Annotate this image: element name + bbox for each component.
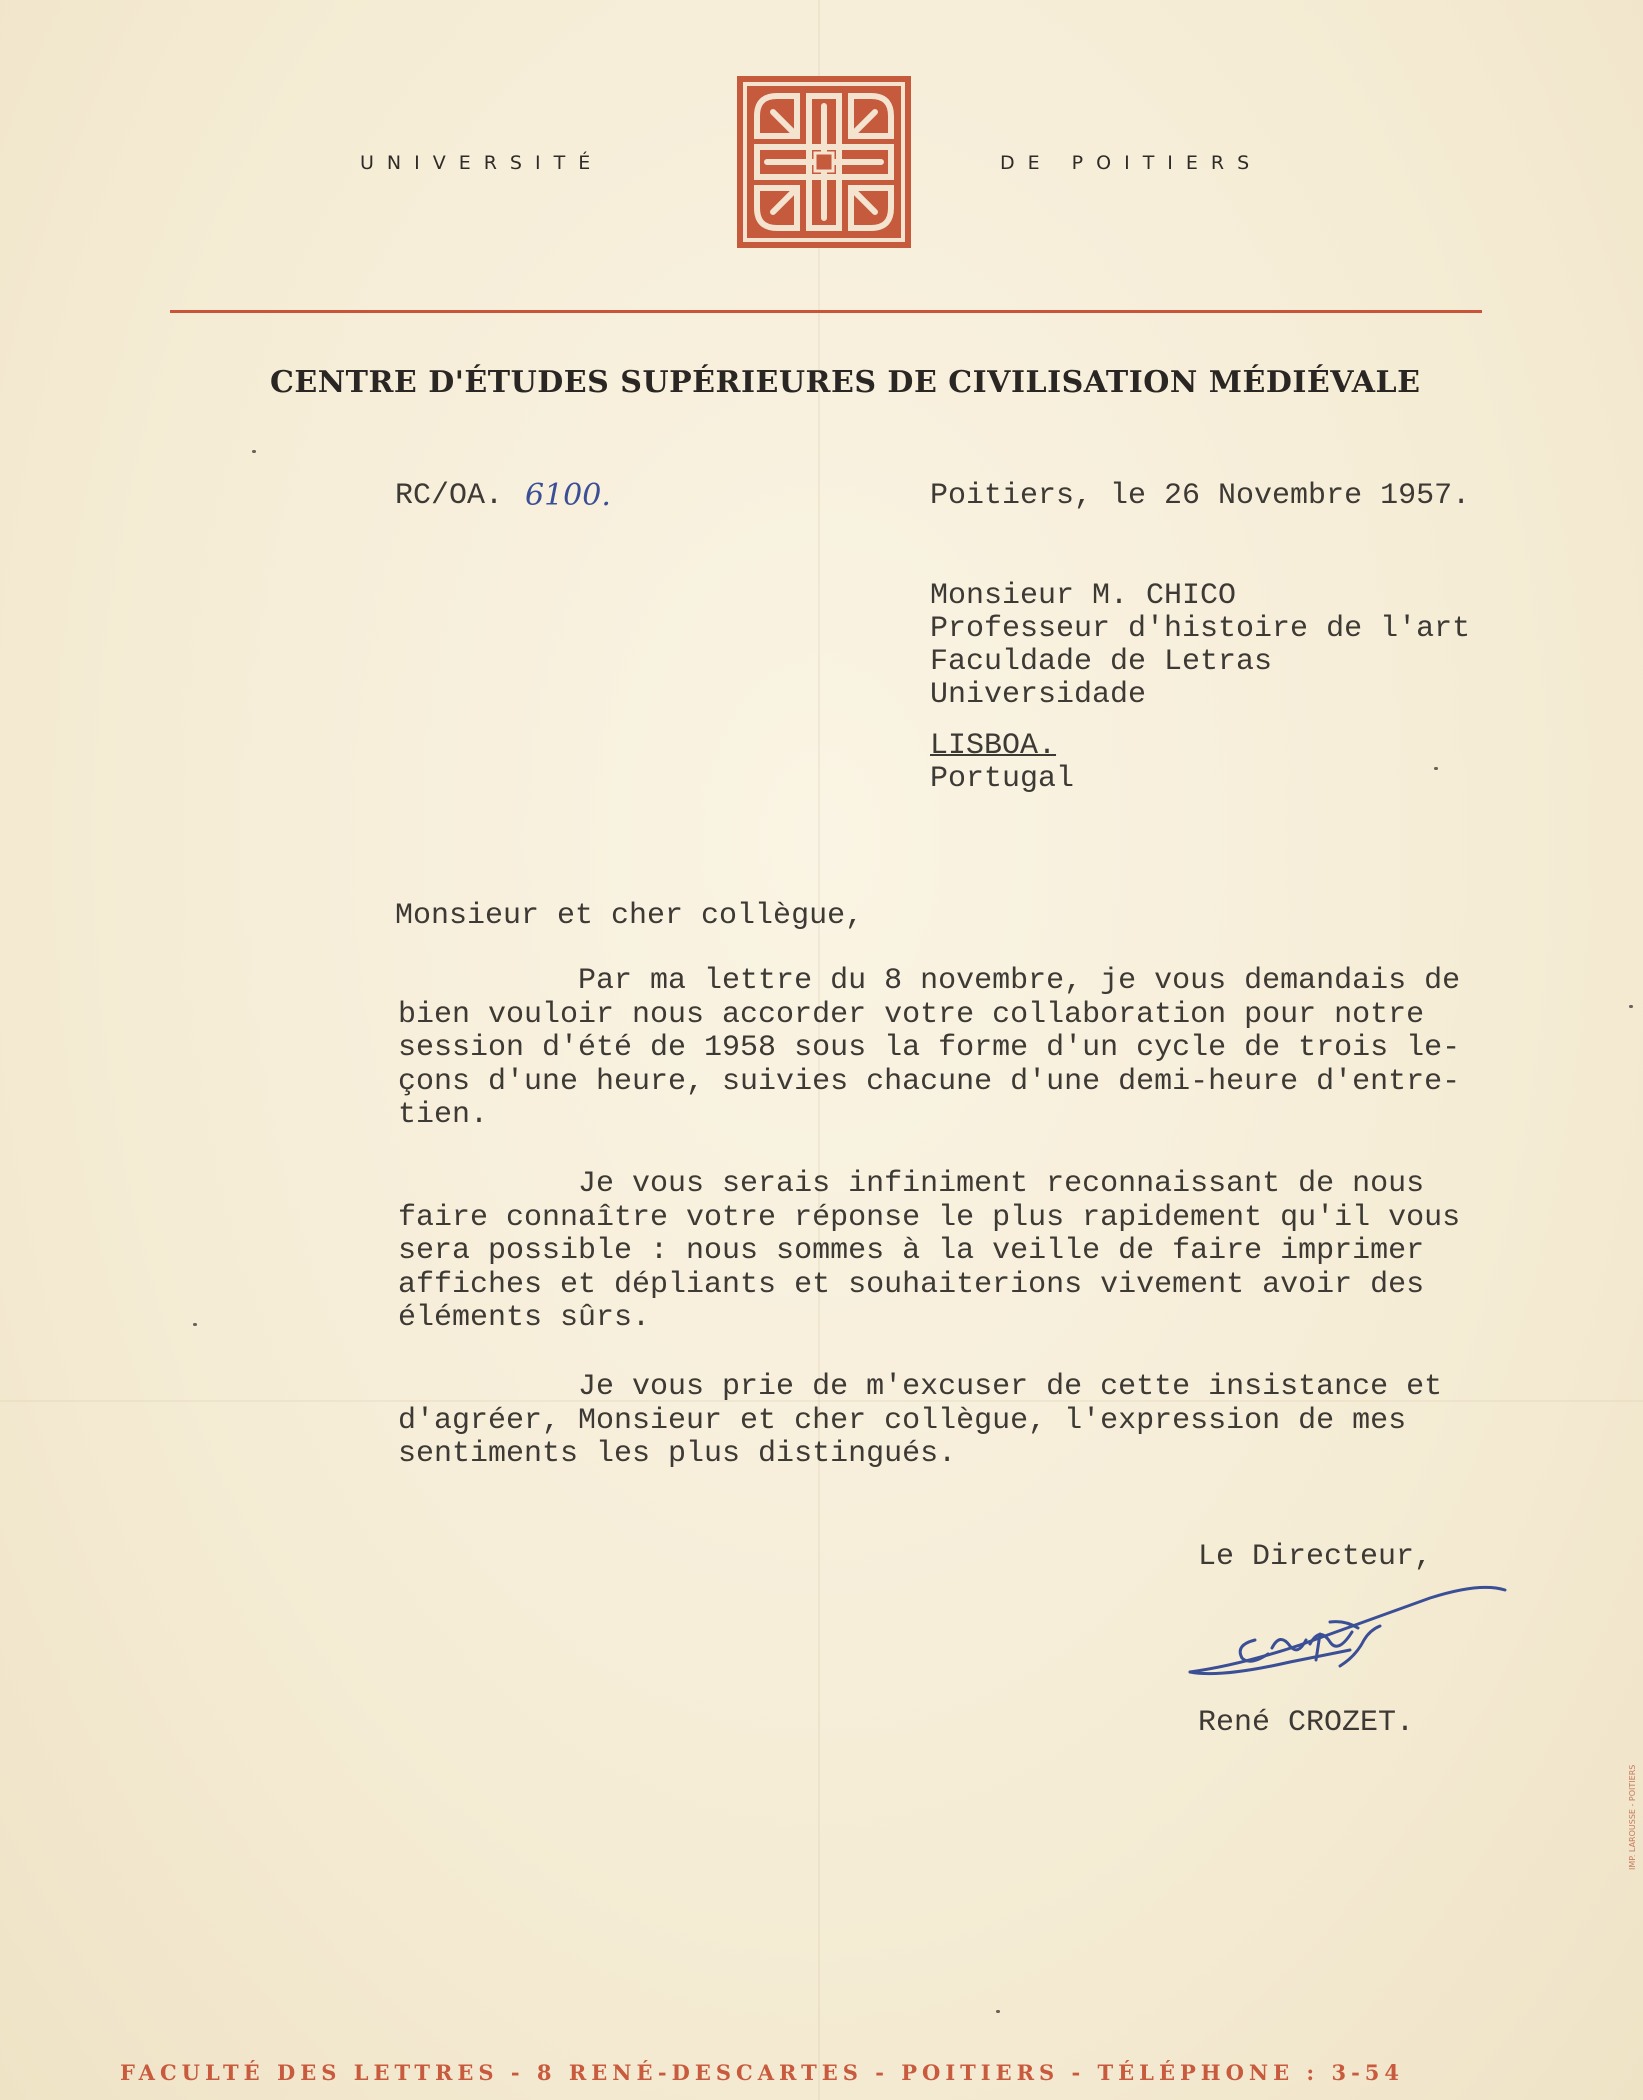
- paper-speck: [252, 450, 256, 453]
- paper-speck: [1629, 1005, 1633, 1008]
- body-paragraph: Je vous serais infiniment reconnaissant de nous faire connaître votre réponse le plus rapidement qu'il vous sera possible : nous sommes à la veille de faire imprimer affiches et dépliants et souhaiterions vivement avoir des éléments sûrs.: [398, 1167, 1461, 1335]
- date-line: Poitiers, le 26 Novembre 1957.: [930, 479, 1471, 513]
- recipient-line: Monsieur M. CHICO: [930, 579, 1237, 613]
- closing-title: Le Directeur,: [1198, 1540, 1433, 1574]
- recipient-address: [930, 580, 1470, 712]
- recipient-line: Faculdade de Letras: [930, 645, 1273, 679]
- paper-speck: [996, 2010, 1000, 2013]
- reference-handwritten-number: 6100.: [525, 478, 611, 513]
- letterhead-footer: FACULTÉ DES LETTRES - 8 RENÉ-DESCARTES - POITIERS - TÉLÉPHONE : 3-54: [120, 2060, 1405, 2085]
- celtic-knot-emblem-icon: [737, 76, 911, 248]
- body-paragraph: Par ma lettre du 8 novembre, je vous demandais de bien vouloir nous accorder votre collaboration pour notre session d'été de 1958 sous la forme d'un cycle de trois le- çons d'une heure, suivies chacune d'une demi-heure d'entre- tien.: [398, 964, 1461, 1132]
- recipient-city-block: [930, 730, 1074, 796]
- signature-icon: [1180, 1570, 1520, 1690]
- paper-speck: [1434, 767, 1438, 770]
- body-paragraph: Je vous prie de m'excuser de cette insistance et d'agréer, Monsieur et cher collègue, l'expression de mes sentiments les plus distingués.: [398, 1370, 1443, 1471]
- letterhead-rule: [170, 310, 1482, 313]
- recipient-country: Portugal: [930, 762, 1075, 796]
- signer-name: René CROZET.: [1198, 1706, 1415, 1740]
- recipient-city: LISBOA.: [930, 729, 1057, 763]
- institution-title: CENTRE D'ÉTUDES SUPÉRIEURES DE CIVILISATION MÉDIÉVALE: [270, 365, 1421, 400]
- paper-speck: [193, 1323, 197, 1326]
- letterhead-de-poitiers: DE POITIERS: [1000, 152, 1263, 174]
- recipient-line: Professeur d'histoire de l'art: [930, 612, 1471, 646]
- recipient-line: Universidade: [930, 678, 1147, 712]
- printer-mark: IMP. LAROUSSE - POITIERS: [1628, 1764, 1637, 1870]
- salutation: Monsieur et cher collègue,: [395, 899, 864, 933]
- reference-code: RC/OA.: [395, 479, 504, 513]
- letterhead-university: UNIVERSITÉ: [360, 152, 604, 174]
